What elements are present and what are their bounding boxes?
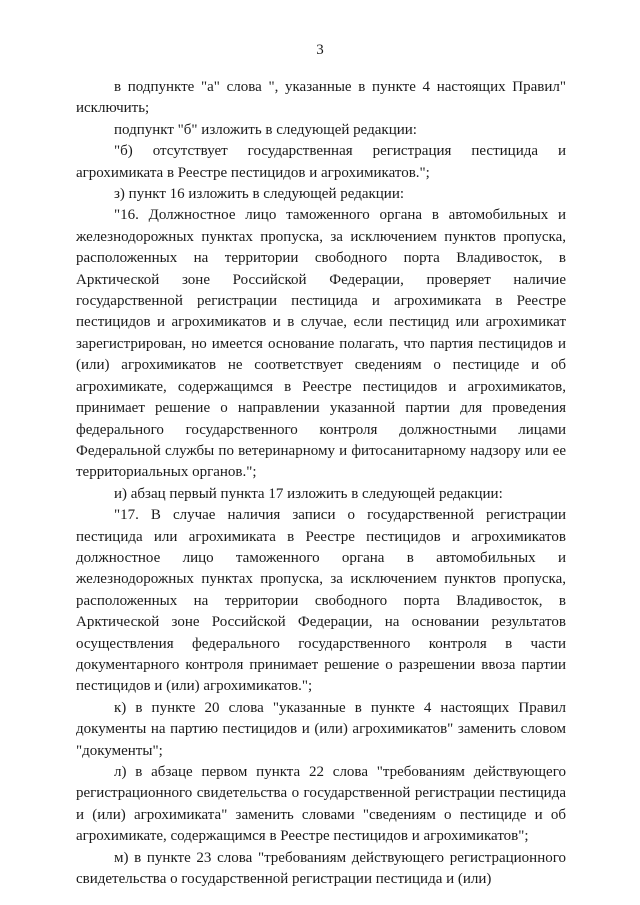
paragraph-item-k: к) в пункте 20 слова "указанные в пункте 4 настоящих Правил документы на партию пестицидов и (или) агрохимикатов" заменить словом "документы"; — [76, 699, 566, 759]
paragraph-subitem-b-text: "б) отсутствует государственная регистрация пестицида и агрохимиката в Реестре пестицидов и агрохимикатов."; — [76, 143, 566, 181]
paragraph-item-i-intro: и) абзац первый пункта 17 изложить в следующей редакции: — [114, 485, 503, 502]
paragraph-item-m: м) в пункте 23 слова "требованиям действующего регистрационного свидетельства о государственной регистрации пестицида и (или) — [76, 849, 566, 888]
paragraph-subitem-a-deletion: в подпункте "а" слова ", указанные в пункте 4 настоящих Правил" исключить; — [76, 79, 566, 117]
paragraph-clause-16-text: "16. Должностное лицо таможенного органа в автомобильных и железнодорожных пунктах пропуска, за исключением пунктов пропуска, расположенных на территории свободного порта Владивосток, в Арктической зоне Российской Федерации, проверяет наличие государственной регистрации пестицида и агрохимиката в Реестре пестицидов и агрохимикатов и в случае, если пестицид или агрохимикат зарегистрирован, но имеется основание полагать, что партия пестицидов и (или) агрохимикатов не соответствует сведениям о пестициде и об агрохимикате, содержащимся в Реестре пестицидов и агрохимикатов, принимает решение о направлении указанной партии для проведения федерального государственного контроля должностными лицами Федеральной службы по ветеринарному и фитосанитарному надзору или ее территориальных органов."; — [76, 207, 566, 481]
paragraph-item-l: л) в абзаце первом пункта 22 слова "требованиям действующего регистрационного свидетельства о государственной регистрации пестицида и (или) агрохимиката" заменить словами "сведениям о пестициде и об агрохимикате, содержащимся в Реестре пестицидов и агрохимикатов"; — [76, 764, 566, 845]
page-number: 3 — [316, 42, 324, 58]
paragraph-item-z-intro: з) пункт 16 изложить в следующей редакции: — [114, 186, 405, 203]
document-body — [76, 77, 566, 890]
paragraph-clause-17-text: "17. В случае наличия записи о государственной регистрации пестицида или агрохимиката в Реестре пестицидов и агрохимикатов должностное лицо таможенного органа в автомобильных и железнодорожных пунктах пропуска, за исключением пунктов пропуска, расположенных на территории свободного порта Владивосток, в Арктической зоне Российской Федерации, на основании результатов осуществления федерального государственного контроля в части документарного контроля принимает решение о разрешении ввоза партии пестицидов и (или) агрохимикатов."; — [76, 507, 566, 695]
paragraph-subitem-b-intro: подпункт "б" изложить в следующей редакции: — [114, 121, 417, 138]
